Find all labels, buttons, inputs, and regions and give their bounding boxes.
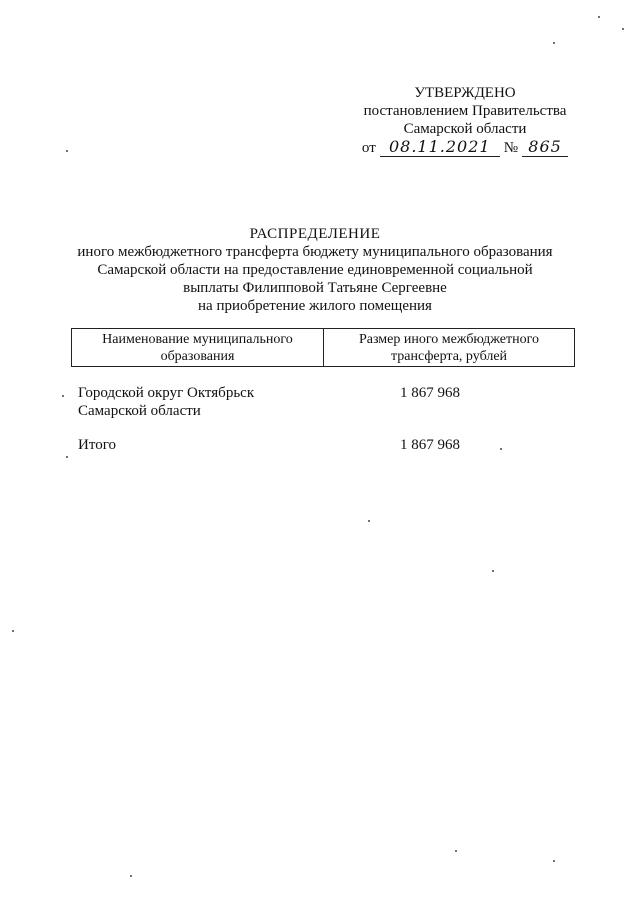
scan-speck [62, 395, 64, 397]
title-line-4: на приобретение жилого помещения [198, 298, 432, 314]
scan-speck [500, 448, 502, 450]
approval-line-1: постановлением Правительства [363, 103, 567, 119]
scan-speck [622, 28, 624, 30]
approval-date-line [350, 138, 580, 157]
title-line-1: иного межбюджетного трансферта бюджету муниципального образования [77, 244, 553, 260]
number-prefix: № [503, 140, 519, 156]
row-municipality-name: Городской округ Октябрьск Самарской области [78, 385, 255, 419]
title-line-2: Самарской области на предоставление единовременной социальной [97, 262, 533, 278]
handwritten-number: 865 [522, 138, 568, 157]
scan-speck [66, 150, 68, 152]
total-label: Итого [78, 437, 116, 453]
title-heading: РАСПРЕДЕЛЕНИЕ [249, 226, 381, 242]
scan-speck [598, 16, 600, 18]
total-amount: 1 867 968 [400, 437, 460, 453]
approval-line-2: Самарской области [403, 121, 527, 137]
handwritten-date: 08.11.2021 [380, 138, 500, 157]
scan-speck [553, 860, 555, 862]
title-line-3: выплаты Филипповой Татьяне Сергеевне [183, 280, 447, 296]
column-header-municipality: Наименование муниципального образования [102, 332, 293, 364]
table-header [71, 328, 575, 367]
scan-speck [130, 875, 132, 877]
scan-speck [12, 630, 14, 632]
scan-speck [368, 520, 370, 522]
scan-speck [455, 850, 457, 852]
date-prefix: от [361, 140, 376, 156]
document-title [60, 225, 570, 315]
approval-heading: УТВЕРЖДЕНО [414, 85, 516, 101]
approval-stamp [350, 84, 580, 157]
scan-speck [66, 456, 68, 458]
scan-speck [492, 570, 494, 572]
column-header-amount: Размер иного межбюджетного трансферта, рублей [323, 329, 574, 366]
scan-speck [553, 42, 555, 44]
row-amount: 1 867 968 [400, 385, 460, 401]
